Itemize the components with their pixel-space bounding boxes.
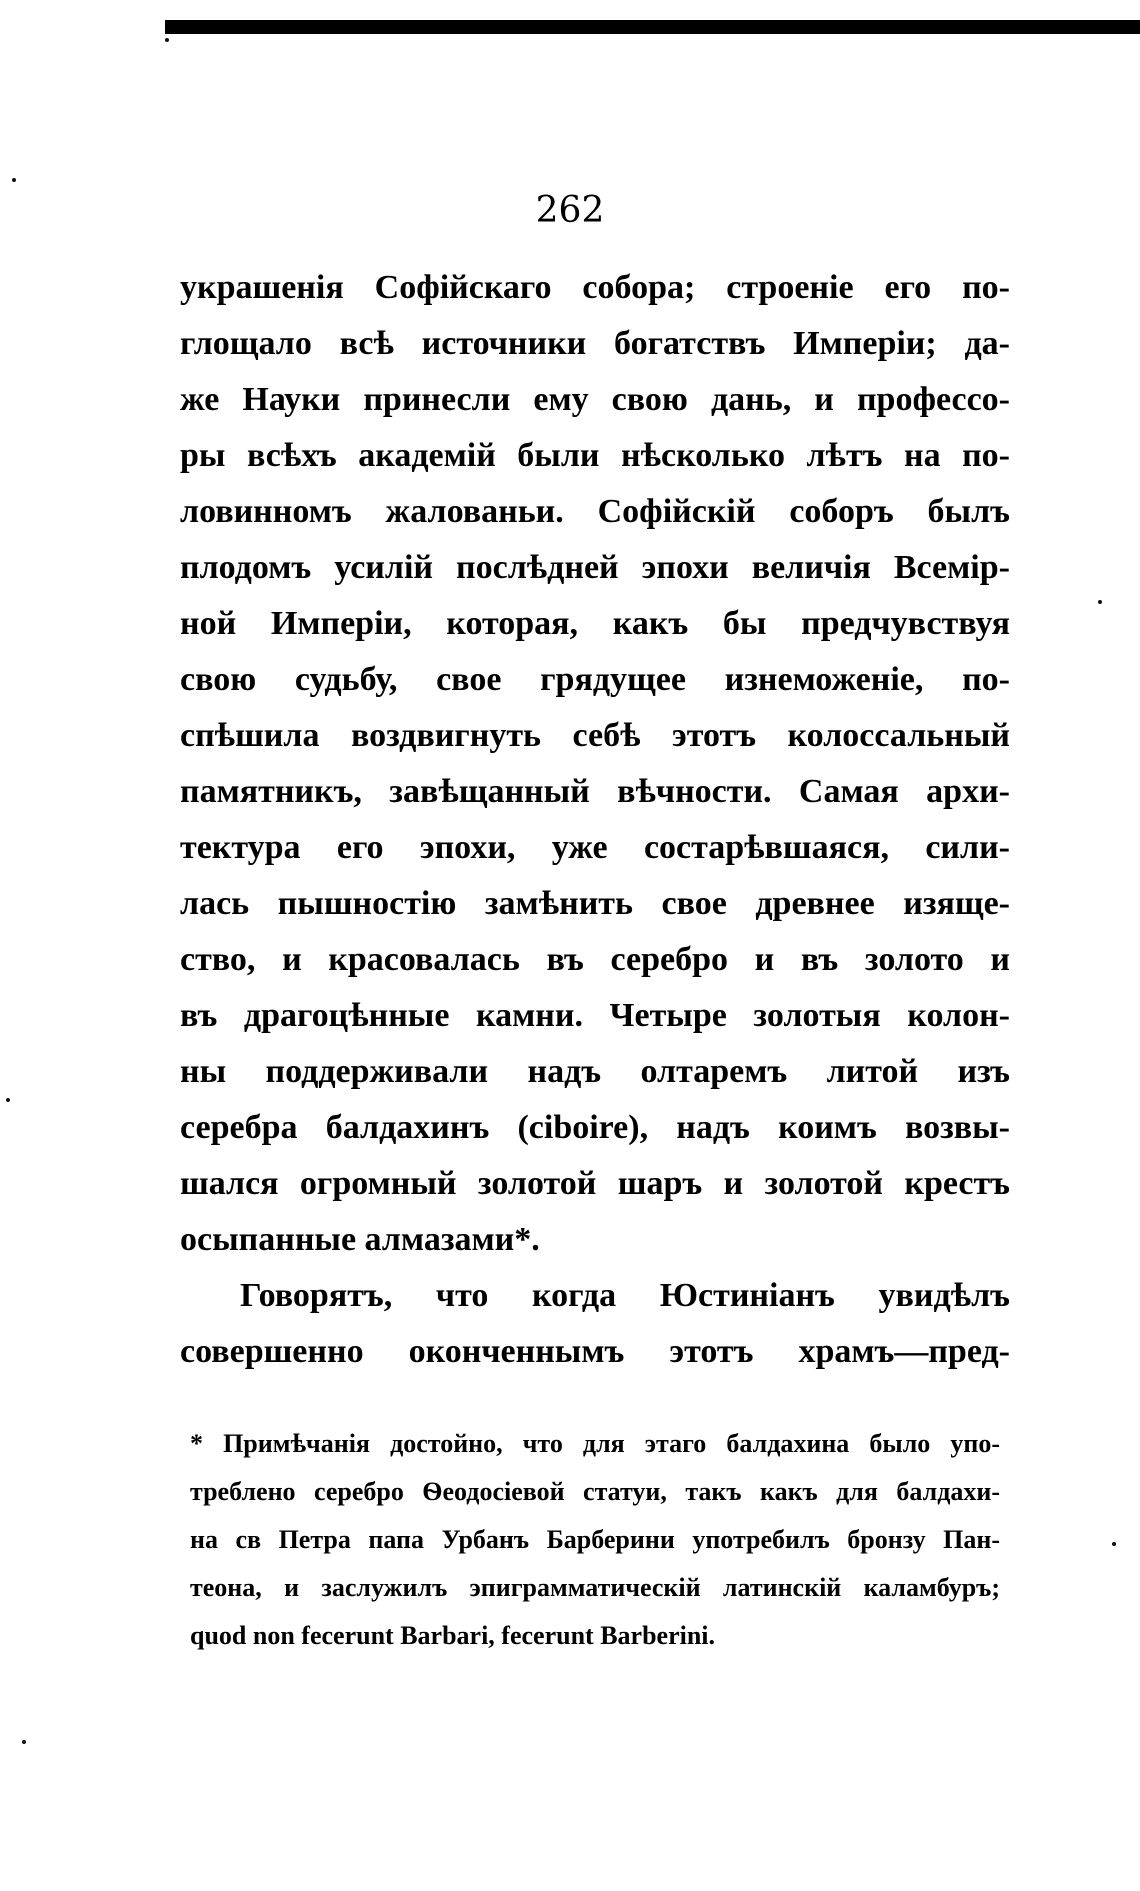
body-line: ство, и красовалась въ серебро и въ золото и: [180, 941, 1010, 978]
paragraph-end-line: осыпанные алмазами*.: [180, 1221, 540, 1258]
body-line: тектура его эпохи, уже состарѣвшаяся, сили-: [180, 829, 1010, 866]
body-line: глощало всѣ источники богатствъ Имперіи; да-: [180, 325, 1010, 362]
footnote-line: * Примѣчанія достойно, что для этаго балдахина было упо-: [190, 1429, 1000, 1458]
footnote: [190, 1420, 1000, 1660]
body-line: же Науки принесли ему свою дань, и профессо-: [180, 381, 1010, 418]
scan-speck: [165, 38, 169, 42]
scan-speck: [22, 1740, 26, 1744]
body-line: въ драгоцѣнные камни. Четыре золотыя колон-: [180, 997, 1010, 1034]
paragraph-start-line: Говорятъ, что когда Юстиніанъ увидѣлъ: [240, 1277, 1010, 1314]
body-line: лась пышностію замѣнить свое древнее изяще-: [180, 885, 1010, 922]
body-line: украшенія Софійскаго собора; строеніе его по-: [180, 269, 1010, 306]
body-line: свою судьбу, свое грядущее изнеможеніе, по-: [180, 661, 1010, 698]
body-line: плодомъ усилій послѣдней эпохи величія Всемір-: [180, 549, 1010, 586]
body-text: [180, 260, 1010, 1380]
footnote-line: на св Петра папа Урбанъ Барберини употребилъ бронзу Пан-: [190, 1525, 1000, 1554]
footnote-line: quod non fecerunt Barbari, fecerunt Barberini.: [190, 1621, 716, 1650]
body-line: совершенно оконченнымъ этотъ храмъ—пред-: [180, 1333, 1010, 1370]
top-border-rule: [165, 20, 1140, 34]
scan-speck: [6, 1098, 10, 1102]
page-number: 262: [535, 190, 605, 231]
body-line: серебра балдахинъ (ciboire), надъ коимъ возвы-: [180, 1109, 1010, 1146]
scan-speck: [1112, 1542, 1116, 1546]
footnote-line: теона, и заслужилъ эпиграмматическій латинскій каламбуръ;: [190, 1573, 1000, 1602]
footnote-line: треблено серебро Ѳеодосіевой статуи, такъ какъ для балдахи-: [190, 1477, 1000, 1506]
body-line: памятникъ, завѣщанный вѣчности. Самая архи-: [180, 773, 1010, 810]
body-line: спѣшила воздвигнуть себѣ этотъ колоссальный: [180, 717, 1010, 754]
body-line: ной Имперіи, которая, какъ бы предчувствуя: [180, 605, 1010, 642]
scan-speck: [1098, 600, 1102, 604]
body-line: ловинномъ жалованьи. Софійскій соборъ былъ: [180, 493, 1010, 530]
body-line: ны поддерживали надъ олтаремъ литой изъ: [180, 1053, 1010, 1090]
scan-speck: [12, 178, 16, 182]
body-line: ры всѣхъ академій были нѣсколько лѣтъ на по-: [180, 437, 1010, 474]
body-line: шался огромный золотой шаръ и золотой крестъ: [180, 1165, 1010, 1202]
